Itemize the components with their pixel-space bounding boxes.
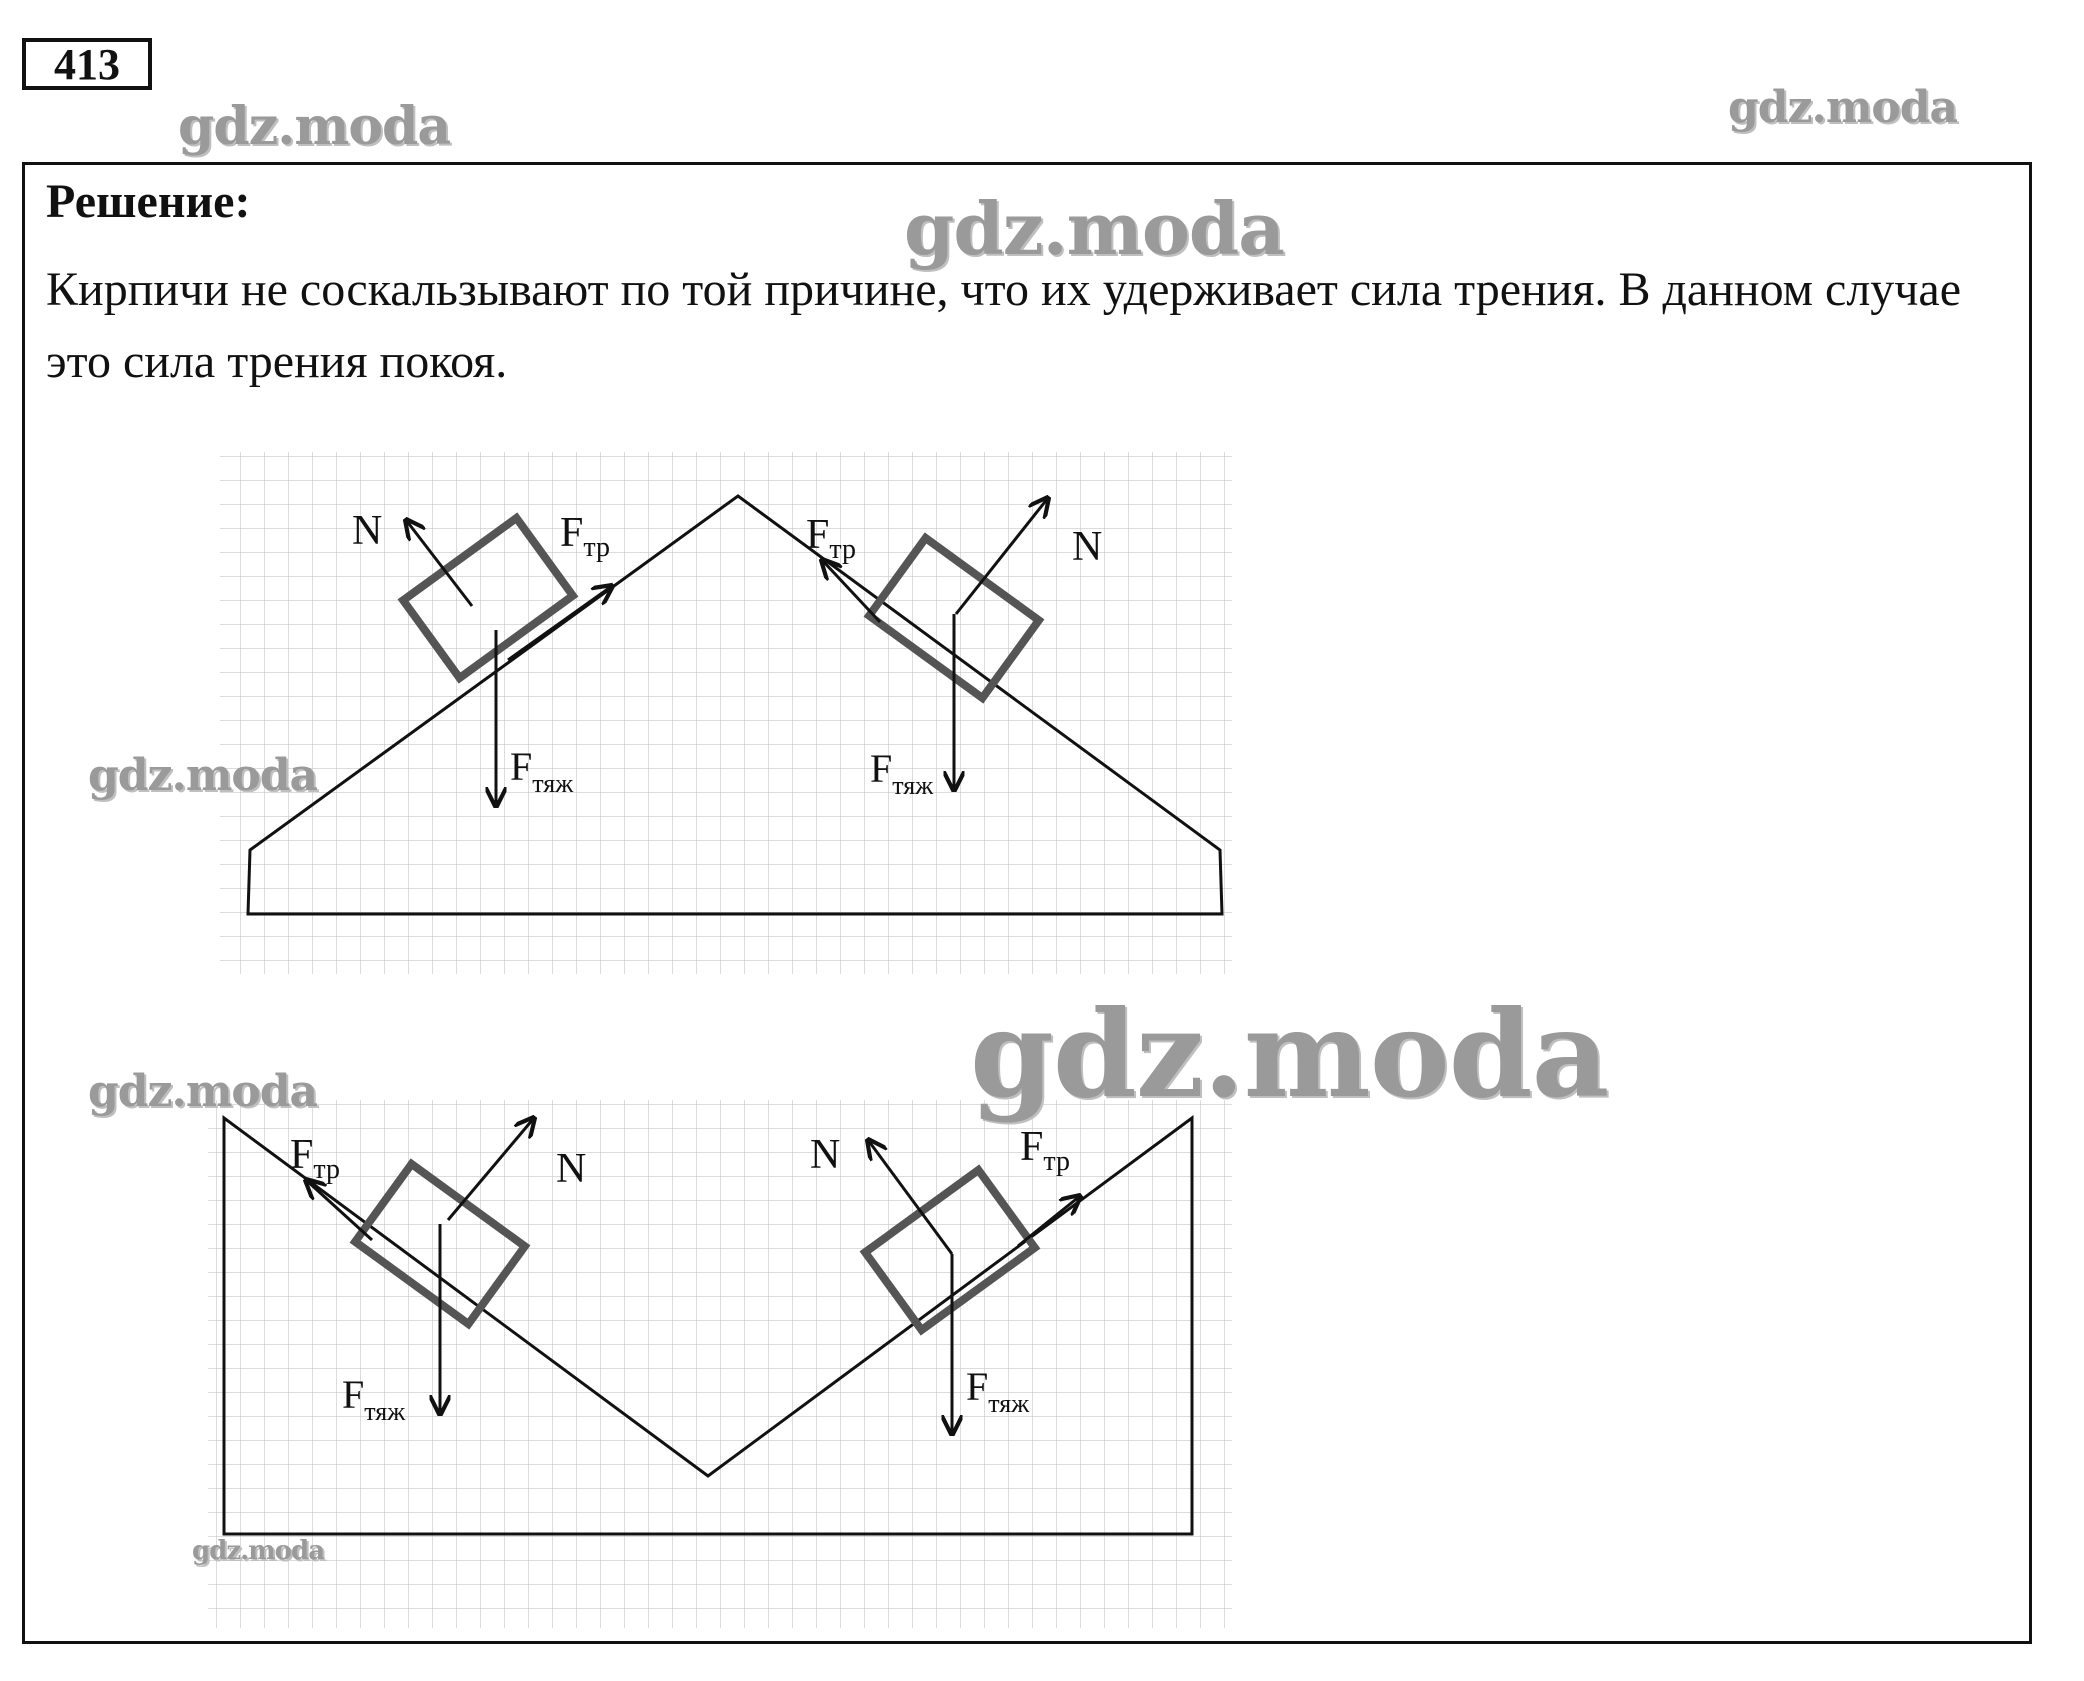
label-gravity: $F_{тяж}$: [966, 1364, 1030, 1418]
label-gravity: $F_{тяж}$: [510, 744, 574, 798]
watermark-center: gdz.moda: [904, 186, 1284, 271]
diagram-top: [220, 452, 1232, 974]
diagram-bottom: [208, 1100, 1232, 1628]
watermark-top-right: gdz.moda: [1728, 82, 1958, 133]
label-friction: $F_{тр}$: [560, 510, 610, 563]
problem-number: 413: [22, 38, 152, 90]
grid-paper-bottom: [208, 1100, 1232, 1628]
label-friction: $F_{тр}$: [806, 512, 856, 565]
label-gravity: $F_{тяж}$: [870, 746, 934, 800]
label-friction: $F_{тр}$: [1020, 1124, 1070, 1177]
watermark-top-left: gdz.moda: [178, 96, 451, 157]
label-n: N: [352, 508, 383, 554]
solution-text: Кирпичи не соскальзывают по той причине, что их удерживает сила трения. В данном случае это сила трения покоя.: [46, 263, 1962, 388]
watermark-diagram-left: gdz.moda: [88, 750, 318, 801]
watermark-large: gdz.moda: [970, 984, 1609, 1125]
watermark-diagram-bottom-left: gdz.moda: [88, 1066, 318, 1117]
watermark-small-bottom: gdz.moda: [192, 1536, 325, 1566]
label-n: N: [556, 1146, 587, 1192]
label-n: N: [1072, 524, 1103, 570]
label-friction: $F_{тр}$: [290, 1132, 340, 1185]
label-gravity: $F_{тяж}$: [342, 1372, 406, 1426]
label-n: N: [810, 1132, 841, 1178]
solution-heading: Решение:: [46, 175, 251, 228]
